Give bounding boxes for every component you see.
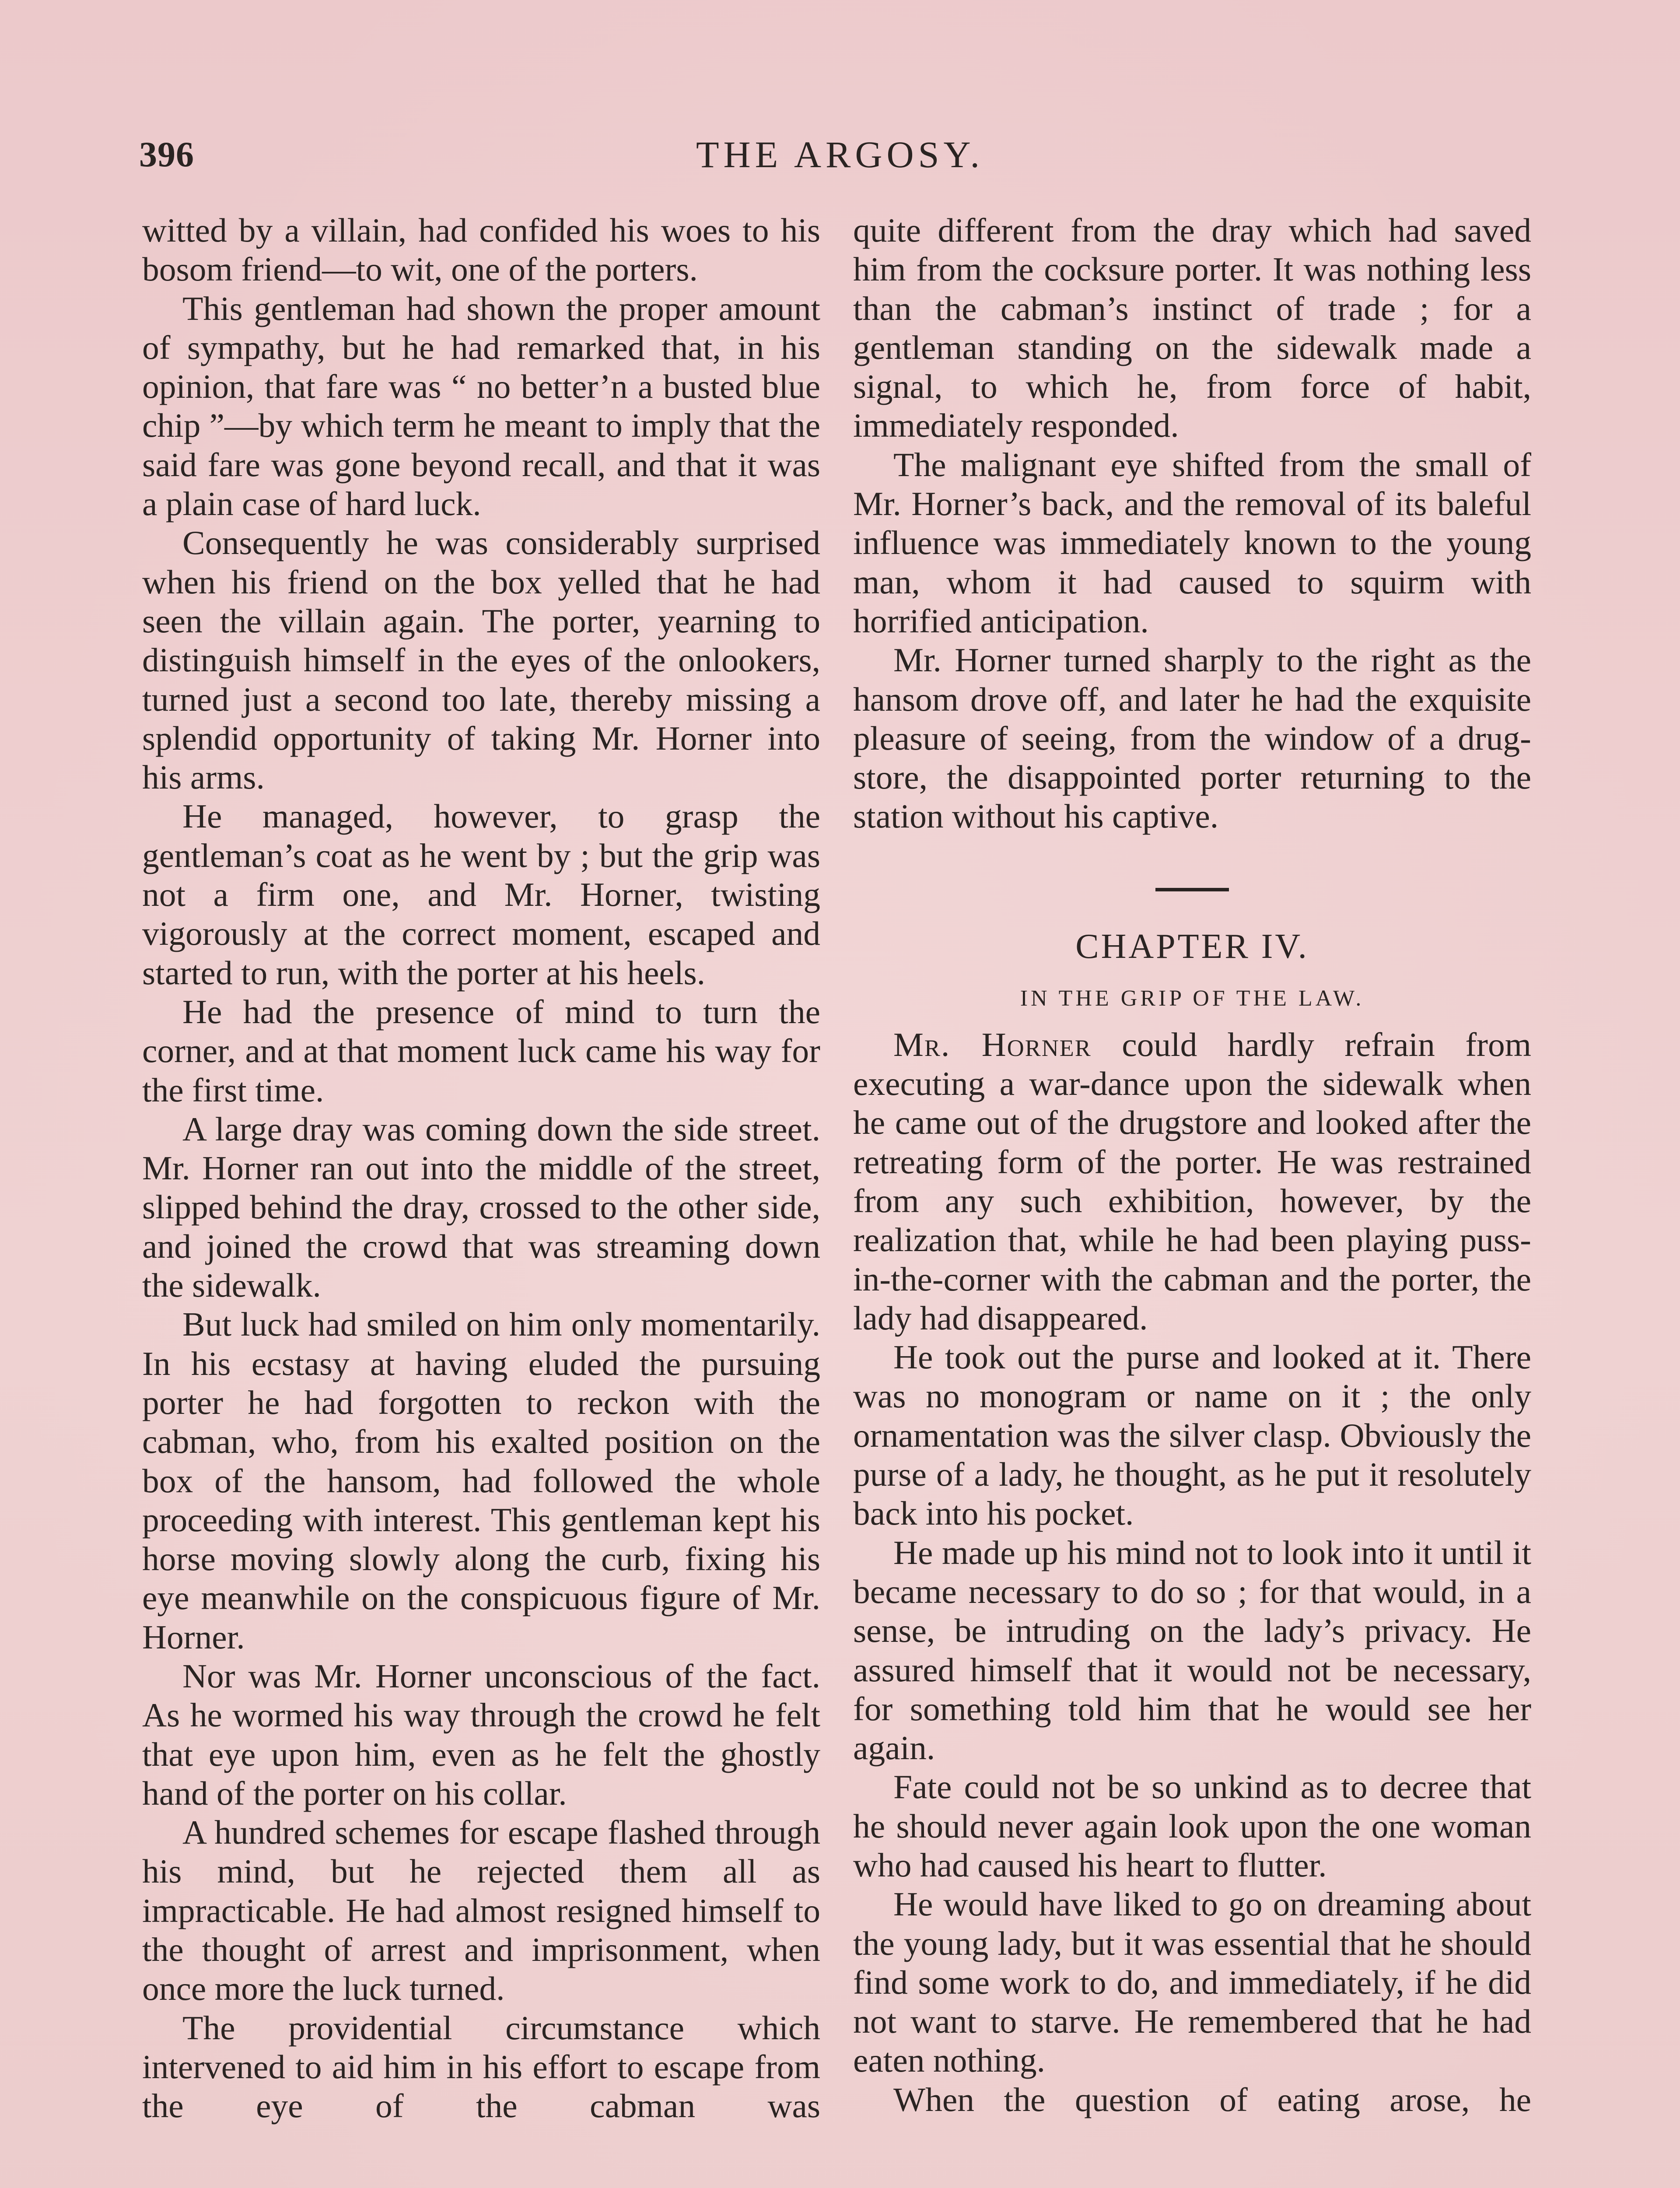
paragraph: Mr. Horner turned sharply to the right as the hansom drove off, and later he had the exquisite pleasure of seeing, from the window of a drug-store, the disappointed porter returning to the station without his captive.: [853, 641, 1531, 835]
opening-small-caps: Mr. Horner: [893, 1025, 1092, 1063]
chapter-subtitle: IN THE GRIP OF THE LAW.: [1020, 985, 1365, 1011]
paragraph: A large dray was coming down the side street. Mr. Horner ran out into the middle of the street, slipped behind the dray, crossed to the other side, and joined the crowd that was streaming down the sidewalk.: [142, 1110, 820, 1304]
paragraph: witted by a villain, had confided his woes to his bosom friend—to wit, one of the porters.: [142, 211, 820, 288]
paragraph: But luck had smiled on him only momentarily. In his ecstasy at having eluded the pursuing porter he had forgotten to reckon with the cabman, who, from his exalted position on the box of the hansom, had followed the whole proceeding with interest. This gentleman kept his horse moving slowly along the curb, fixing his eye meanwhile on the conspicuous figure of Mr. Horner.: [142, 1305, 820, 1656]
paragraph: Fate could not be so unkind as to decree that he should never again look upon the one woman who had caused his heart to flutter.: [853, 1768, 1531, 1884]
right-column: [853, 211, 1531, 2119]
chapter-title: CHAPTER IV.: [1075, 927, 1309, 966]
paragraph: He had the presence of mind to turn the corner, and at that moment luck came his way for the first time.: [142, 992, 820, 1109]
paragraph: He made up his mind not to look into it until it became necessary to do so ; for that would, in a sense, be intruding on the lady’s privacy. He assured himself that it would not be necessary, for something told him that he would see her again.: [853, 1533, 1531, 1767]
section-divider: [1155, 888, 1229, 891]
paragraph: quite different from the dray which had saved him from the cocksure porter. It was nothing less than the cabman’s instinct of trade ; for a gentleman standing on the sidewalk made a signal, to which he, from force of habit, immediately responded.: [853, 211, 1531, 445]
paragraph: The providential circumstance which intervened to aid him in his effort to escape from the eye of the cabman was: [142, 2009, 820, 2125]
page-header: [0, 130, 1680, 179]
left-column: [142, 211, 820, 2126]
paragraph: He took out the purse and looked at it. There was no monogram or name on it ; the only ornamentation was the silver clasp. Obviously the purse of a lady, he thought, as he put it resolutely back into his pocket.: [853, 1338, 1531, 1532]
opening-text: could hardly refrain from executing a war-dance upon the sidewalk when he came out of the drugstore and looked after the retreating form of the porter. He was restrained from any such exhibition, however, by the realization that, while he had been playing puss-in-the-corner with the cabman and the porter, the lady had disappeared.: [853, 1025, 1531, 1337]
paragraph: A hundred schemes for escape flashed through his mind, but he rejected them all as impracticable. He had almost resigned himself to the thought of arrest and imprisonment, when once more the luck turned.: [142, 1813, 820, 2008]
paragraph: He would have liked to go on dreaming about the young lady, but it was essential that he should find some work to do, and immediately, if he did not want to starve. He remembered that he had eaten nothing.: [853, 1885, 1531, 2079]
paragraph: He managed, however, to grasp the gentleman’s coat as he went by ; but the grip was not a firm one, and Mr. Horner, twisting vigorously at the correct moment, escaped and started to run, with the porter at his heels.: [142, 797, 820, 992]
running-head: THE ARGOSY.: [696, 133, 984, 175]
paragraph: Nor was Mr. Horner unconscious of the fact. As he wormed his way through the crowd he felt that eye upon him, even as he felt the ghostly hand of the porter on his collar.: [142, 1657, 820, 1812]
paragraph: Consequently he was considerably surprised when his friend on the box yelled that he had seen the villain again. The porter, yearning to distinguish himself in the eyes of the onlookers, turned just a second too late, thereby missing a splendid opportunity of taking Mr. Horner into his arms.: [142, 524, 820, 796]
chapter-opening-paragraph: [853, 1025, 1531, 1338]
page-number: 396: [139, 134, 194, 174]
paragraph: This gentleman had shown the proper amount of sympathy, but he had remarked that, in his opinion, that fare was “ no better’n a busted blue chip ”—by which term he meant to imply that the said fare was gone beyond recall, and that it was a plain case of hard luck.: [142, 289, 820, 523]
paragraph: When the question of eating arose, he: [893, 2080, 1531, 2118]
paragraph: The malignant eye shifted from the small of Mr. Horner’s back, and the removal of its baleful influence was immediately known to the young man, whom it had caused to squirm with horrified anticipation.: [853, 445, 1531, 640]
